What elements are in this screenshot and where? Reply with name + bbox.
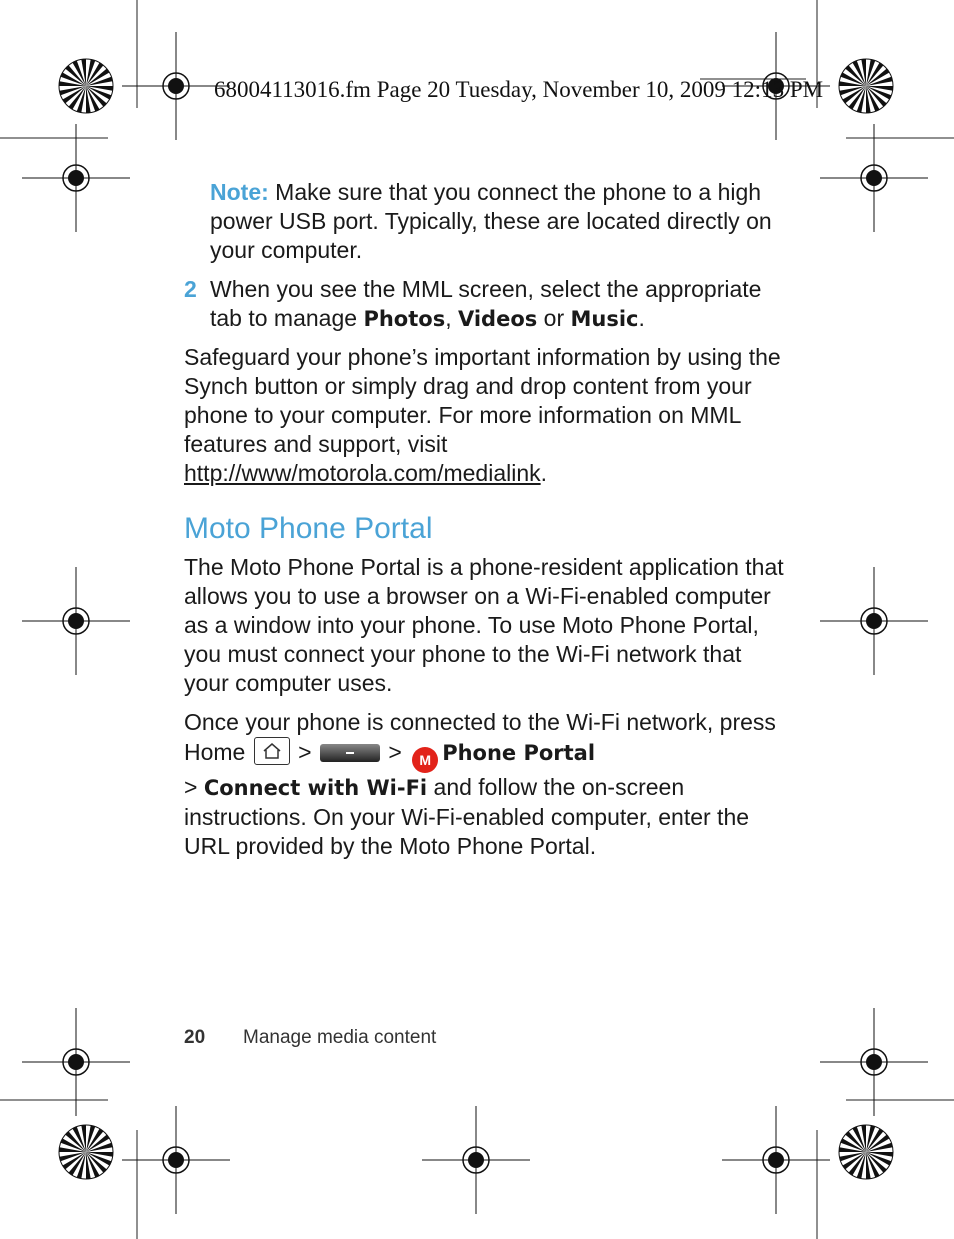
star-target	[839, 59, 893, 113]
star-target	[59, 59, 113, 113]
step-number: 2	[184, 276, 197, 302]
safeguard-paragraph	[184, 343, 784, 488]
registration-crosshair	[122, 1106, 230, 1214]
connect-wifi-label: Connect with Wi-Fi	[203, 776, 428, 800]
note-label: Note:	[210, 179, 269, 205]
instructions-text-2: and follow the on-screen instructions. On your Wi-Fi-enabled computer, enter the URL provided by the Moto Phone Portal.	[184, 774, 750, 859]
safeguard-text: Safeguard your phone’s important information by using the Synch button or simply drag and drop content from your phone to your computer. For more information on MML features and support, visit	[184, 344, 781, 457]
file-slug-line: 68004113016.fm Page 20 Tuesday, November 10, 2009 12:13 PM	[214, 77, 824, 102]
note-text: Make sure that you connect the phone to a high power USB port. Typically, these are located directly on your computer.	[210, 179, 772, 263]
note-paragraph	[210, 178, 790, 265]
registration-crosshair	[22, 567, 130, 675]
step-period: .	[638, 305, 645, 331]
medialink-url[interactable]: http://www/motorola.com/medialink	[184, 460, 541, 486]
step-text: When you see the MML screen, select the appropriate tab to manage	[210, 276, 762, 331]
step-or: or	[537, 305, 571, 331]
footer-section-label: Manage media content	[243, 1027, 437, 1048]
registration-crosshair	[722, 1106, 830, 1214]
phone-portal-label: Phone Portal	[442, 741, 596, 765]
registration-crosshair	[422, 1106, 530, 1214]
separator-2: >	[381, 739, 409, 765]
page-number: 20	[184, 1027, 206, 1048]
intro-paragraph: The Moto Phone Portal is a phone-resident application that allows you to use a browser on a Wi-Fi-enabled computer as a window into your phone. To use Moto Phone Portal, you must connect your phone to the Wi-Fi network that your computer uses.	[184, 554, 784, 696]
registration-crosshair	[820, 567, 928, 675]
menu-key-icon	[320, 744, 380, 762]
instructions-text-1: Once your phone is connected to the Wi-Fi network, press Home	[184, 709, 776, 765]
videos-label: Videos	[457, 307, 538, 331]
section-heading: Moto Phone Portal	[184, 512, 433, 545]
star-target	[839, 1125, 893, 1179]
separator-3: >	[184, 774, 204, 800]
registration-crosshair	[22, 124, 130, 232]
separator-1: >	[291, 739, 318, 765]
photos-label: Photos	[363, 307, 446, 331]
home-icon	[254, 737, 290, 765]
step-comma: ,	[445, 305, 458, 331]
step-2	[184, 275, 784, 334]
music-label: Music	[570, 307, 639, 331]
star-target	[59, 1125, 113, 1179]
motorola-app-icon: M	[412, 747, 438, 773]
safeguard-after: .	[540, 460, 548, 486]
registration-crosshair	[820, 124, 928, 232]
instructions-paragraph	[184, 708, 784, 861]
